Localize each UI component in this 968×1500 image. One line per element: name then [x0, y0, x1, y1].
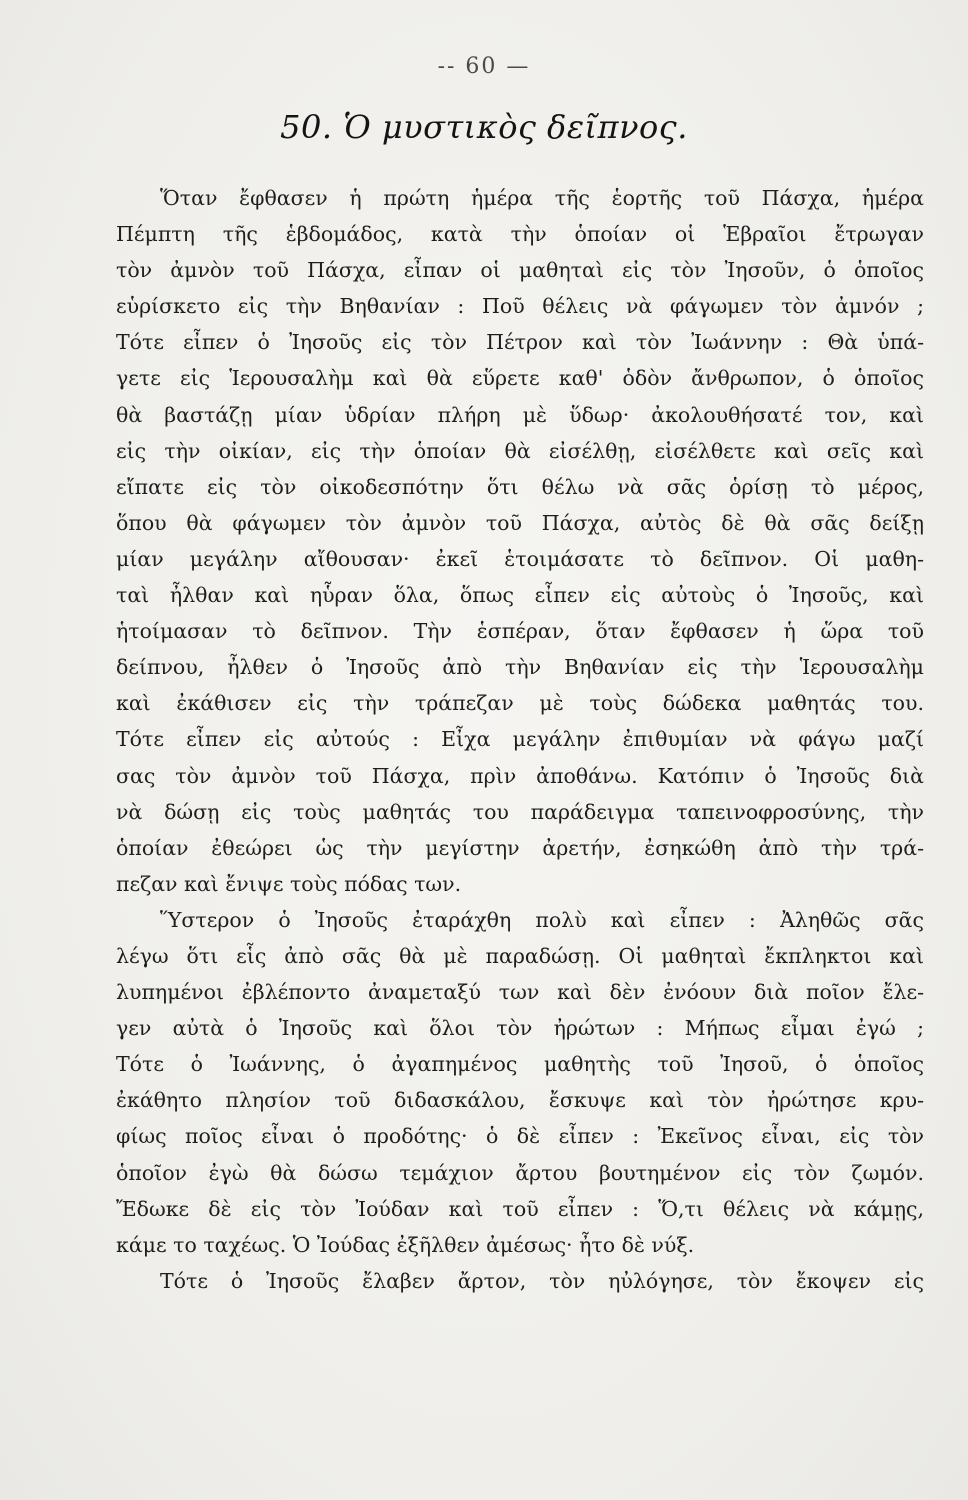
text-line: λέγω ὅτι εἷς ἀπὸ σᾶς θὰ μὲ παραδώσῃ. Οἱ μαθηταὶ ἔκπληκτοι καὶ	[116, 943, 924, 968]
text-line: σας τὸν ἀμνὸν τοῦ Πάσχα, πρὶν ἀποθάνω. Κατόπιν ὁ Ἰησοῦς διὰ	[116, 763, 924, 788]
text-line: Τότε ὁ Ἰησοῦς ἔλαβεν ἄρτον, τὸν ηὐλόγησε, τὸν ἔκοψεν εἰς	[160, 1268, 924, 1293]
text-line: Τότε ὁ Ἰωάννης, ὁ ἀγαπημένος μαθητὴς τοῦ Ἰησοῦ, ὁ ὁποῖος	[116, 1052, 924, 1077]
text-line: εἴπατε εἰς τὸν οἰκοδεσπότην ὅτι θέλω νὰ σᾶς ὁρίσῃ τὸ μέρος,	[116, 474, 924, 499]
text-line: Ἔδωκε δὲ εἰς τὸν Ἰούδαν καὶ τοῦ εἶπεν : Ὅ,τι θέλεις νὰ κάμῃς,	[116, 1196, 924, 1221]
text-line: θὰ βαστάζῃ μίαν ὑδρίαν πλήρη μὲ ὕδωρ· ἀκολουθήσατέ τον, καὶ	[116, 402, 924, 427]
text-line: τὸν ἀμνὸν τοῦ Πάσχα, εἶπαν οἱ μαθηταὶ εἰς τὸν Ἰησοῦν, ὁ ὁποῖος	[116, 258, 924, 283]
chapter-title: 50. Ὁ μυστικὸς δεῖπνος.	[280, 108, 688, 146]
text-line: Πέμπτη τῆς ἑβδομάδος, κατὰ τὴν ὁποίαν οἱ Ἑβραῖοι ἔτρωγαν	[116, 222, 924, 247]
text-line: γεν αὐτὰ ὁ Ἰησοῦς καὶ ὅλοι τὸν ἠρώτων : Μήπως εἶμαι ἐγώ ;	[116, 1016, 924, 1041]
text-line: γετε εἰς Ἱερουσαλὴμ καὶ θὰ εὕρετε καθ' ὁδὸν ἄνθρωπον, ὁ ὁποῖος	[116, 366, 924, 391]
text-line: ταὶ ἦλθαν καὶ ηὗραν ὅλα, ὅπως εἶπεν εἰς αὐτοὺς ὁ Ἰησοῦς, καὶ	[116, 583, 924, 608]
text-line: ἡτοίμασαν τὸ δεῖπνον. Τὴν ἑσπέραν, ὅταν ἔφθασεν ἡ ὥρα τοῦ	[116, 619, 924, 644]
text-line: Ὕστερον ὁ Ἰησοῦς ἐταράχθη πολὺ καὶ εἶπεν : Ἀληθῶς σᾶς	[160, 907, 924, 932]
text-line: καὶ ἐκάθισεν εἰς τὴν τράπεζαν μὲ τοὺς δώδεκα μαθητάς του.	[116, 691, 924, 716]
text-line: κάμε το ταχέως. Ὁ Ἰούδας ἐξῆλθεν ἀμέσως· ἦτο δὲ νύξ.	[116, 1232, 695, 1257]
text-line: δείπνου, ἦλθεν ὁ Ἰησοῦς ἀπὸ τὴν Βηθανίαν εἰς τὴν Ἱερουσαλὴμ	[116, 655, 924, 680]
text-line: μίαν μεγάλην αἴθουσαν· ἐκεῖ ἑτοιμάσατε τὸ δεῖπνον. Οἱ μαθη-	[116, 546, 924, 571]
text-line: νὰ δώσῃ εἰς τοὺς μαθητάς του παράδειγμα ταπεινοφροσύνης, τὴν	[116, 799, 924, 824]
text-line: φίως ποῖος εἶναι ὁ προδότης· ὁ δὲ εἶπεν : Ἐκεῖνος εἶναι, εἰς τὸν	[116, 1124, 924, 1149]
page-number: -- 60 —	[437, 54, 531, 79]
text-line: Τότε εἶπεν ὁ Ἰησοῦς εἰς τὸν Πέτρον καὶ τὸν Ἰωάννην : Θὰ ὑπά-	[116, 330, 924, 355]
text-line: λυπημένοι ἐβλέποντο ἀναμεταξύ των καὶ δὲν ἐνόουν διὰ ποῖον ἔλε-	[116, 980, 924, 1005]
text-line: ἐκάθητο πλησίον τοῦ διδασκάλου, ἔσκυψε καὶ τὸν ἠρώτησε κρυ-	[116, 1088, 924, 1113]
text-line: Τότε εἶπεν εἰς αὐτούς : Εἶχα μεγάλην ἐπιθυμίαν νὰ φάγω μαζί	[116, 727, 924, 752]
text-line: ὁποίαν ἐθεώρει ὡς τὴν μεγίστην ἀρετήν, ἐσηκώθη ἀπὸ τὴν τρά-	[116, 835, 924, 860]
text-line: πεζαν καὶ ἔνιψε τοὺς πόδας των.	[116, 871, 462, 896]
text-line: εὑρίσκετο εἰς τὴν Βηθανίαν : Ποῦ θέλεις νὰ φάγωμεν τὸν ἀμνόν ;	[116, 294, 924, 319]
text-line: Ὅταν ἔφθασεν ἡ πρώτη ἡμέρα τῆς ἑορτῆς τοῦ Πάσχα, ἡμέρα	[160, 186, 924, 210]
text-line: εἰς τὴν οἰκίαν, εἰς τὴν ὁποίαν θὰ εἰσέλθῃ, εἰσέλθετε καὶ σεῖς καὶ	[116, 438, 924, 463]
text-line: ὁποῖον ἐγὼ θὰ δώσω τεμάχιον ἄρτου βουτημένον εἰς τὸν ζωμόν.	[116, 1160, 924, 1185]
body-text	[116, 180, 924, 1299]
text-line: ὅπου θὰ φάγωμεν τὸν ἀμνὸν τοῦ Πάσχα, αὐτὸς δὲ θὰ σᾶς δείξῃ	[116, 510, 924, 535]
